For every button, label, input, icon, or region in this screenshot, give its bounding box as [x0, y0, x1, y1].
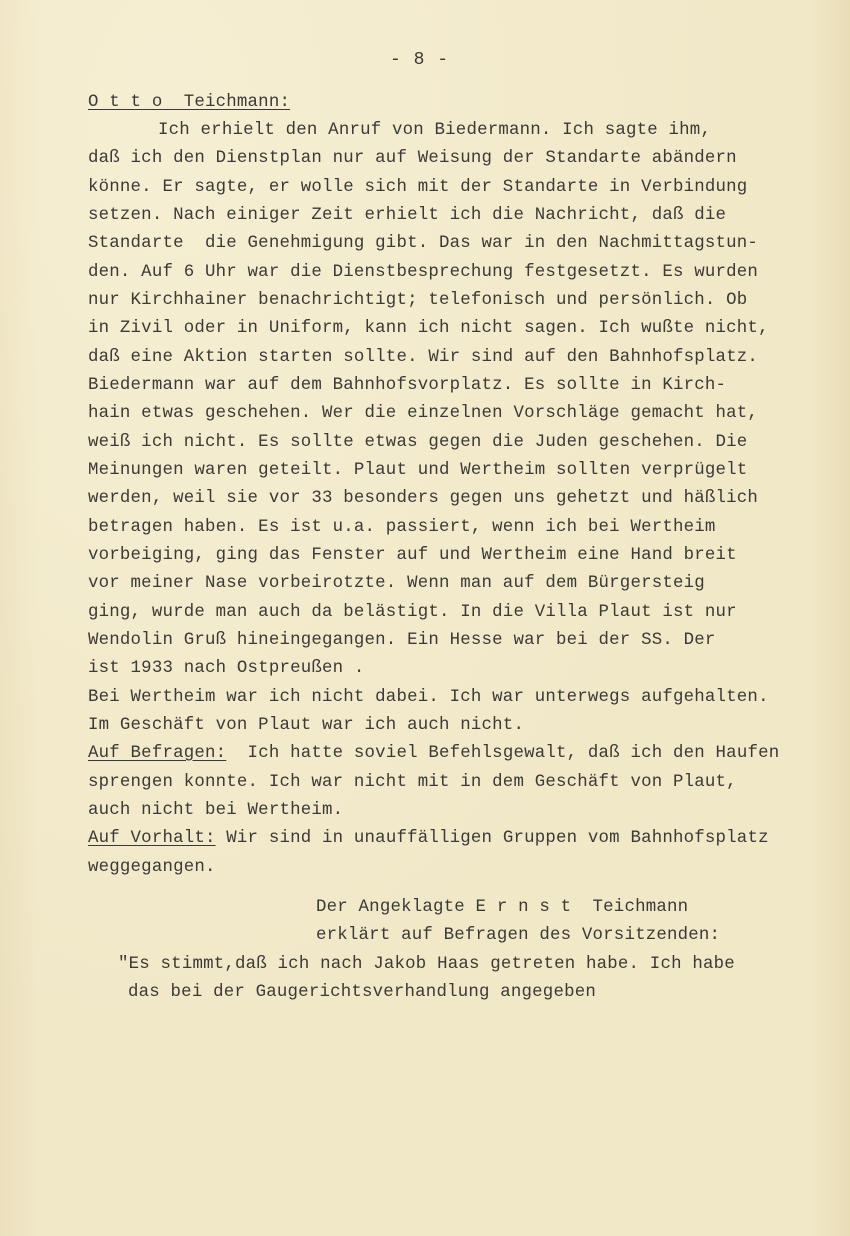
text-line: daß ich den Dienstplan nur auf Weisung der Standarte abändern: [88, 149, 737, 168]
text-line: ging, wurde man auch da belästigt. In die Villa Plaut ist nur: [88, 603, 737, 622]
text-line: Im Geschäft von Plaut war ich auch nicht.: [88, 716, 525, 735]
text-line: weiß ich nicht. Es sollte etwas gegen die Juden geschehen. Die: [88, 433, 748, 452]
text-line: Wendolin Gruß hineingegangen. Ein Hesse war bei der SS. Der: [88, 631, 716, 650]
vorhalt-label: Auf Vorhalt:: [88, 829, 216, 848]
text-line: betragen haben. Es ist u.a. passiert, wenn ich bei Wertheim: [88, 518, 716, 537]
vorhalt-text: Wir sind in unauffälligen Gruppen vom Bahnhofsplatz: [215, 829, 769, 848]
text-line: auch nicht bei Wertheim.: [88, 801, 344, 820]
text-line: Bei Wertheim war ich nicht dabei. Ich war unterwegs aufgehalten.: [88, 688, 769, 707]
text-line: das bei der Gaugerichtsverhandlung angegeben: [128, 983, 596, 1002]
text-line: setzen. Nach einiger Zeit erhielt ich die Nachricht, daß die: [88, 206, 727, 225]
text-line: Biedermann war auf dem Bahnhofsvorplatz. Es sollte in Kirch-: [88, 376, 727, 395]
text-line: erklärt auf Befragen des Vorsitzenden:: [316, 926, 721, 945]
text-line: Standarte die Genehmigung gibt. Das war in den Nachmittagstun-: [88, 234, 759, 253]
text-line: daß eine Aktion starten sollte. Wir sind auf den Bahnhofsplatz.: [88, 348, 759, 367]
text-line: vor meiner Nase vorbeirotzte. Wenn man auf dem Bürgersteig: [88, 574, 705, 593]
text-line: "Es stimmt,daß ich nach Jakob Haas getreten habe. Ich habe: [118, 955, 735, 974]
befragen-text: Ich hatte soviel Befehlsgewalt, daß ich den Haufen: [226, 744, 780, 763]
text-line: vorbeiging, ging das Fenster auf und Wertheim eine Hand breit: [88, 546, 737, 565]
befragen-first-line: [88, 743, 779, 765]
vorhalt-first-line: [88, 828, 769, 850]
text-line: sprengen konnte. Ich war nicht mit in dem Geschäft von Plaut,: [88, 773, 737, 792]
befragen-label: Auf Befragen:: [88, 744, 227, 763]
text-line: nur Kirchhainer benachrichtigt; telefonisch und persönlich. Ob: [88, 291, 748, 310]
text-line: den. Auf 6 Uhr war die Dienstbesprechung festgesetzt. Es wurden: [88, 263, 759, 282]
speaker-heading: O t t o Teichmann:: [88, 93, 291, 112]
text-line: hain etwas geschehen. Wer die einzelnen Vorschläge gemacht hat,: [88, 404, 759, 423]
text-line: ist 1933 nach Ostpreußen .: [88, 659, 365, 678]
text-line: Der Angeklagte E r n s t Teichmann: [316, 898, 689, 917]
text-line: werden, weil sie vor 33 besonders gegen uns gehetzt und häßlich: [88, 489, 759, 508]
text-line: könne. Er sagte, er wolle sich mit der Standarte in Verbindung: [88, 178, 748, 197]
text-line: weggegangen.: [88, 858, 216, 877]
text-line: Meinungen waren geteilt. Plaut und Wertheim sollten verprügelt: [88, 461, 748, 480]
page-number: - 8 -: [390, 50, 450, 70]
text-line: Ich erhielt den Anruf von Biedermann. Ich sagte ihm,: [158, 121, 712, 140]
text-line: in Zivil oder in Uniform, kann ich nicht sagen. Ich wußte nicht,: [88, 319, 769, 338]
